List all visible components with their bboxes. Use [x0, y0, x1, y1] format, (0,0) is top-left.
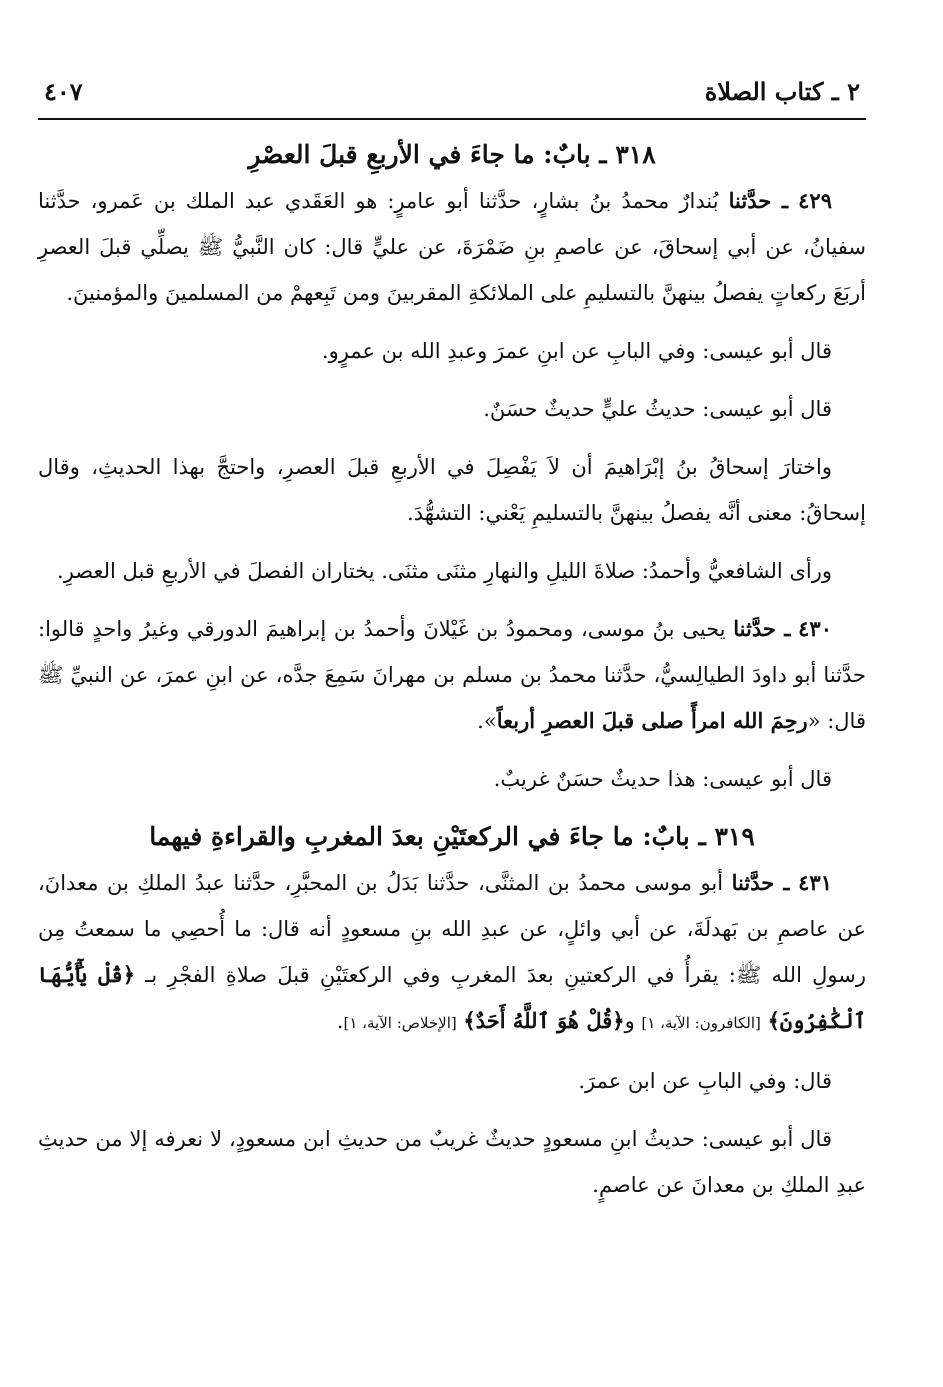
page-number: ٤٠٧ — [44, 77, 83, 106]
commentary-paragraph: قال: وفي البابِ عن ابن عمرَ. — [578, 1069, 832, 1093]
hadith-429: ٤٢٩ ـ حدَّثنا بُندارٌ محمدُ بنُ بشارٍ، حدَّثنا أبو عامرٍ: هو العَقَدي عبد الملك بن عَمرو، حدَّثنا سفيانُ، عن أبي إسحاقَ، عن عاصمِ بنِ ضَمْرَةَ، عن عليٍّ قال: كان النَّبيُّ ﷺ يصلِّي قبلَ العصرِ أربَعَ ركعاتٍ يفصلُ بينهنَّ بالتسليمِ على الملائكةِ المقربينَ ومن تَبِعهمْ من المسلمينَ والمؤمنينَ. — [38, 188, 866, 305]
quran-verse: ﴿قُلْ يَٰٓأَيُّهَا ٱلْكَٰفِرُونَ﴾ — [38, 962, 866, 1033]
hadith-number: ٤٣١ — [798, 870, 832, 895]
hadith-quote: رحِمَ الله امرأً صلى قبلَ العصرِ أربعاً — [496, 708, 808, 733]
verse-reference: [الكافرون: الآية، ١] — [641, 1014, 761, 1032]
commentary-paragraph: قال أبو عيسى: هذا حديثٌ حسَنٌ غريبٌ. — [493, 767, 832, 791]
hadith-431: ٤٣١ ـ حدَّثنا أبو موسى محمدُ بن المثنَّى، حدَّثنا بَدَلُ بن المحبَّرِ، حدَّثنا عبدُ الملكِ بن معدانَ، عن عاصمِ بن بَهدلَةَ، عن أبي وائلٍ، عن عبدِ الله بنِ مسعودٍ أنه قال: ما أُحصِي ما سمعتُ مِن رسولِ الله ﷺ: يقرأُ في الركعتينِ بعدَ المغربِ وفي الركعتَيْنِ قبلَ صلاةِ الفجْرِ بـ ﴿قُلْ يَٰٓأَيُّهَا ٱلْكَٰفِرُونَ﴾ [الكافرون: الآية، ١] و﴿قُلْ هُوَ ٱللَّهُ أَحَدٌ﴾ [الإخلاص: الآية، ١]. — [38, 870, 866, 1033]
header-divider — [38, 118, 866, 120]
hadith-number: ٤٢٩ — [798, 188, 832, 213]
chapter-name: ٢ ـ كتاب الصلاة — [704, 77, 860, 106]
commentary-paragraph: قال أبو عيسى: حديثُ ابنِ مسعودٍ حديثٌ غريبٌ من حديثِ ابن مسعودٍ، لا نعرفه إلا من حديثِ عبدِ الملكِ بن معدانَ عن عاصمٍ. — [38, 1127, 866, 1197]
commentary-paragraph: واختارَ إسحاقُ بنُ إبْرَاهيمَ أن لاَ يَفْصِلَ في الأربعِ قبلَ العصرِ، واحتجَّ بهذا الحديثِ، وقال إسحاقُ: معنى أنَّه يفصلُ بينهنَّ بالتسليمِ يَعْني: التشهُّدَ. — [38, 455, 866, 525]
connector: و — [624, 1009, 635, 1033]
commentary-paragraph: قال أبو عيسى: وفي البابِ عن ابنِ عمرَ وعبدِ الله بن عمرٍو. — [321, 339, 832, 363]
sentence-end: . — [336, 1009, 344, 1033]
verse-reference: [الإخلاص: الآية، ١] — [343, 1014, 457, 1032]
running-head — [38, 72, 866, 112]
chapter-heading-318: ٣١٨ ـ بابٌ: ما جاءَ في الأربعِ قبلَ العصْرِ — [248, 140, 656, 169]
hadith-lead: حدَّثنا — [728, 188, 772, 213]
hadith-text: بُندارٌ محمدُ بنُ بشارٍ، حدَّثنا أبو عامرٍ: هو العَقَدي عبد الملك بن عَمرو، حدَّثنا سفيانُ، عن أبي إسحاقَ، عن عاصمِ بنِ ضَمْرَةَ، عن عليٍّ قال: كان النَّبيُّ ﷺ يصلِّي قبلَ العصرِ أربَعَ ركعاتٍ يفصلُ بينهنَّ بالتسليمِ على الملائكةِ المقربينَ ومن تَبِعهمْ من المسلمينَ والمؤمنينَ. — [38, 189, 866, 305]
page — [38, 72, 866, 1208]
hadith-430: ٤٣٠ ـ حدَّثنا يحيى بنُ موسى، ومحمودُ بن غَيْلانَ وأحمدُ بن إبراهيمَ الدورقي وغيرُ واحدٍ قالوا: حدَّثنا أبو داودَ الطيالِسيُّ، حدَّثنا محمدُ بن مسلم بن مهرانَ سَمِعَ جدَّه، عن ابنِ عمرَ، عن النبيِّ ﷺ قال: «رحِمَ الله امرأً صلى قبلَ العصرِ أربعاً». — [38, 616, 866, 733]
hadith-text-end: ». — [477, 709, 497, 733]
hadith-text: أبو موسى محمدُ بن المثنَّى، حدَّثنا بَدَلُ بن المحبَّرِ، حدَّثنا عبدُ الملكِ بن معدانَ، عن عاصمِ بن بَهدلَةَ، عن أبي وائلٍ، عن عبدِ الله بنِ مسعودٍ أنه قال: ما أُحصِي ما سمعتُ مِن رسولِ الله ﷺ: يقرأُ في الركعتينِ بعدَ المغربِ وفي الركعتَيْنِ قبلَ صلاةِ الفجْرِ بـ — [38, 871, 866, 987]
chapter-heading-319: ٣١٩ ـ بابٌ: ما جاءَ في الركعتَيْنِ بعدَ المغربِ والقراءةِ فيهما — [149, 822, 755, 851]
commentary-paragraph: قال أبو عيسى: حديثُ عليٍّ حديثٌ حسَنٌ. — [483, 397, 832, 421]
commentary-paragraph: ورأى الشافعيُّ وأحمدُ: صلاةَ الليلِ والنهارِ مثنَى مثنَى. يختاران الفصلَ في الأربعِ قبل العصرِ. — [57, 559, 832, 583]
hadith-lead: حدَّثنا — [733, 616, 776, 641]
quran-verse: ﴿قُلْ هُوَ ٱللَّهُ أَحَدٌ﴾ — [463, 1008, 625, 1033]
hadith-lead: حدَّثنا — [731, 870, 775, 895]
hadith-text: يحيى بنُ موسى، ومحمودُ بن غَيْلانَ وأحمدُ بن إبراهيمَ الدورقي وغيرُ واحدٍ قالوا: حدَّثنا أبو داودَ الطيالِسيُّ، حدَّثنا محمدُ بن مسلم بن مهرانَ سَمِعَ جدَّه، عن ابنِ عمرَ، عن النبيِّ ﷺ قال: « — [38, 617, 866, 733]
hadith-number: ٤٣٠ — [798, 616, 832, 641]
